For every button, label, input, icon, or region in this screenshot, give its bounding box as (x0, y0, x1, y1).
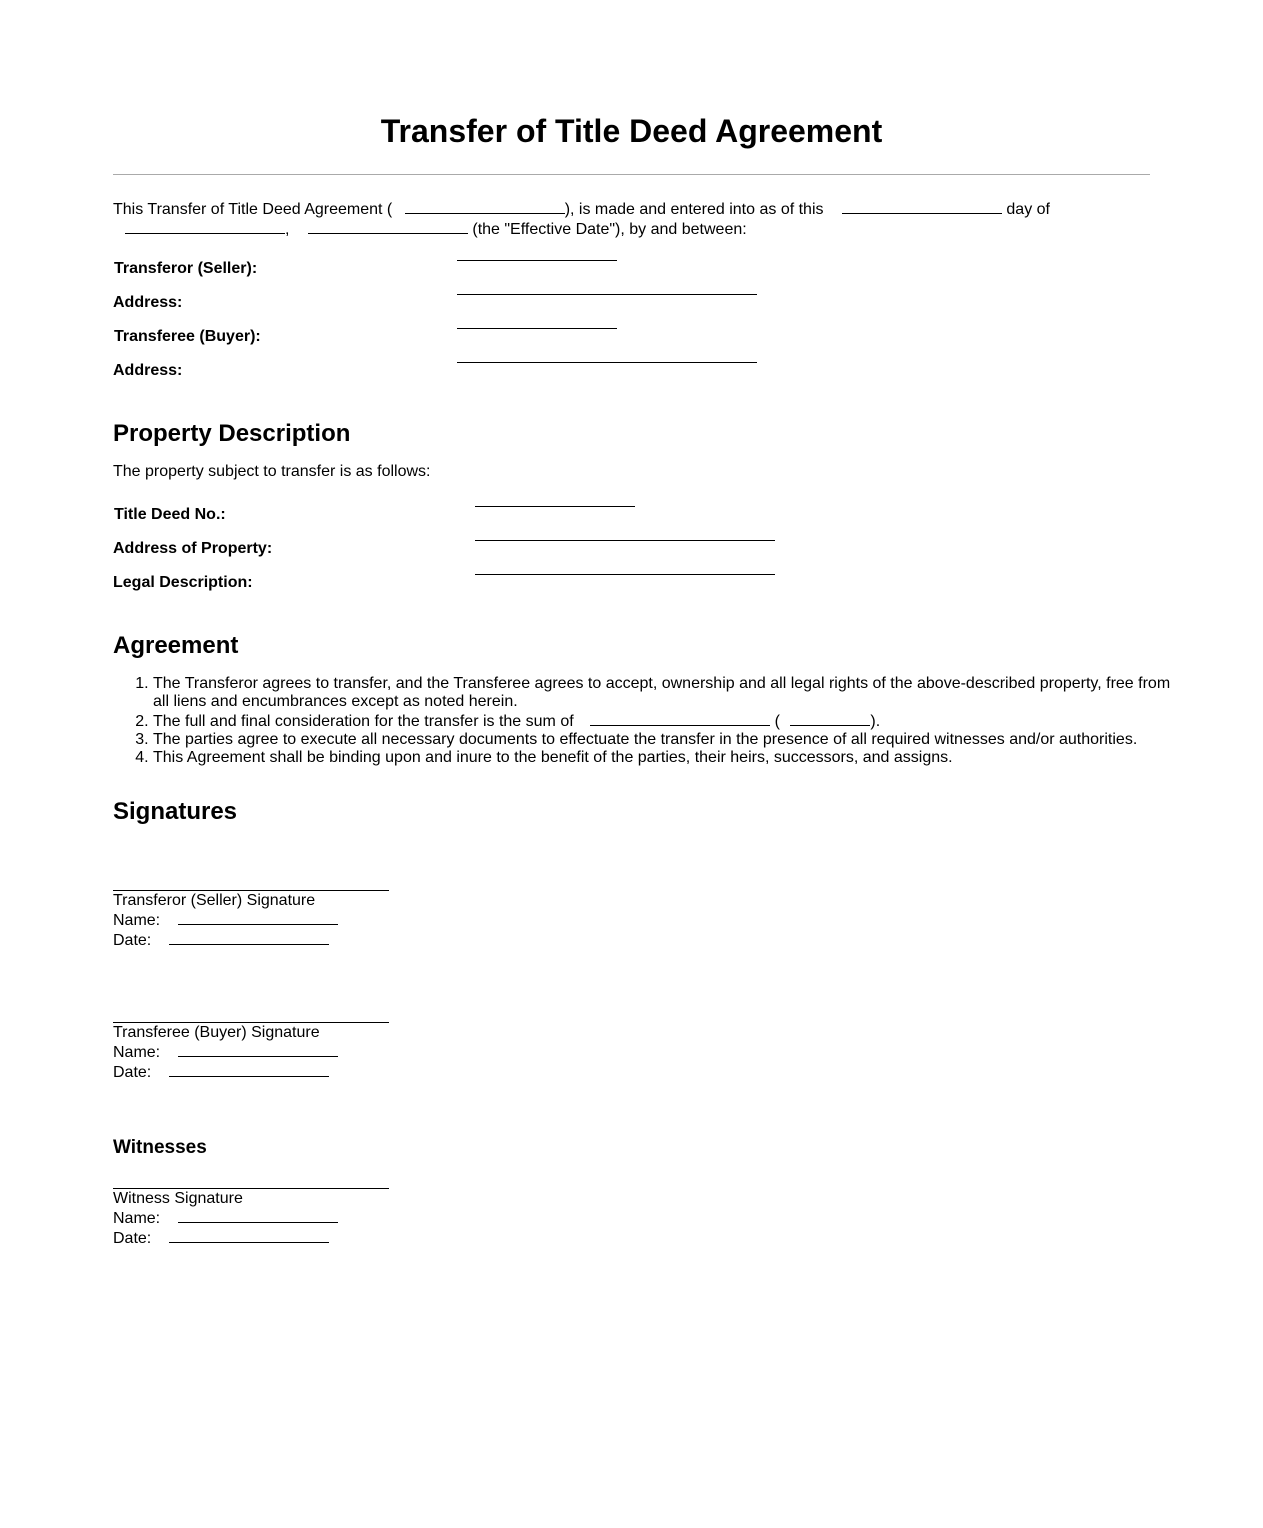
transferor-address-field[interactable] (457, 294, 757, 295)
buyer-signature-line[interactable] (113, 1022, 389, 1023)
intro-text: ), is made and entered into as of this (564, 201, 824, 218)
transferor-field[interactable] (457, 260, 617, 261)
witness-date-field[interactable] (169, 1228, 329, 1243)
agreement-item: 3. The parties agree to execute all necessary documents to effectuate the transfer in the presence of all required witnesses and/or authorities. (153, 731, 1190, 749)
seller-name-field[interactable] (178, 910, 338, 925)
date-label: Date: (113, 932, 152, 949)
agreement-item: 1. The Transferor agrees to transfer, and the Transferee agrees to accept, ownership and all legal rights of the above-described property, free from all liens and encumbrances except as noted herein. (153, 675, 1190, 711)
witnesses-heading: Witnesses (113, 1137, 207, 1158)
title-deed-field[interactable] (475, 506, 635, 507)
date-label: Date: (113, 1064, 152, 1081)
transferor-label: Transferor (Seller): (114, 260, 258, 277)
property-intro: The property subject to transfer is as follows: (113, 463, 431, 480)
agreement-item: 4. This Agreement shall be binding upon and inure to the benefit of the parties, their heirs, successors, and assigns. (153, 749, 1190, 767)
transferor-address-label: Address: (113, 294, 183, 311)
legal-description-label: Legal Description: (113, 574, 253, 591)
title-deed-label: Title Deed No.: (114, 506, 226, 523)
seller-date-field[interactable] (169, 930, 329, 945)
name-label: Name: (113, 1044, 161, 1061)
property-address-label: Address of Property: (113, 540, 273, 557)
property-heading: Property Description (113, 420, 351, 447)
paren: ( (774, 713, 780, 730)
intro-text: This Transfer of Title Deed Agreement ( (113, 201, 393, 218)
agreement-list (113, 675, 1190, 767)
paren: ). (870, 713, 881, 730)
transferee-label: Transferee (Buyer): (114, 328, 261, 345)
transferee-field[interactable] (457, 328, 617, 329)
intro-text: (the "Effective Date"), by and between: (472, 221, 747, 238)
date-label: Date: (113, 1230, 152, 1247)
property-address-field[interactable] (475, 540, 775, 541)
transferee-address-field[interactable] (457, 362, 757, 363)
agreement-id-field[interactable] (405, 199, 565, 214)
witness-signature-line[interactable] (113, 1188, 389, 1189)
witness-name-field[interactable] (178, 1208, 338, 1223)
intro-text: day of (1006, 201, 1050, 218)
year-field[interactable] (308, 219, 468, 234)
transferee-address-label: Address: (113, 362, 183, 379)
buyer-date-field[interactable] (169, 1062, 329, 1077)
agreement-item (153, 711, 1190, 731)
title-divider (113, 174, 1150, 175)
consideration-words-field[interactable] (790, 711, 870, 726)
seller-signature-line[interactable] (113, 890, 389, 891)
month-field[interactable] (125, 219, 285, 234)
intro-text: , (285, 221, 290, 238)
agreement-heading: Agreement (113, 632, 239, 659)
signature-caption: Witness Signature (113, 1190, 243, 1207)
buyer-name-field[interactable] (178, 1042, 338, 1057)
intro-paragraph (113, 199, 1150, 239)
document-title: Transfer of Title Deed Agreement (380, 113, 883, 149)
consideration-amount-field[interactable] (590, 711, 770, 726)
signature-caption: Transferee (Buyer) Signature (113, 1024, 320, 1041)
buyer-signature-block (113, 1022, 393, 1082)
witness-signature-block (113, 1188, 393, 1248)
signature-caption: Transferor (Seller) Signature (113, 892, 316, 909)
name-label: Name: (113, 1210, 161, 1227)
seller-signature-block (113, 890, 393, 950)
name-label: Name: (113, 912, 161, 929)
legal-description-field[interactable] (475, 574, 775, 575)
day-field[interactable] (842, 199, 1002, 214)
signatures-heading: Signatures (113, 798, 238, 825)
agreement-item-text: The full and final consideration for the transfer is the sum of (153, 713, 574, 730)
